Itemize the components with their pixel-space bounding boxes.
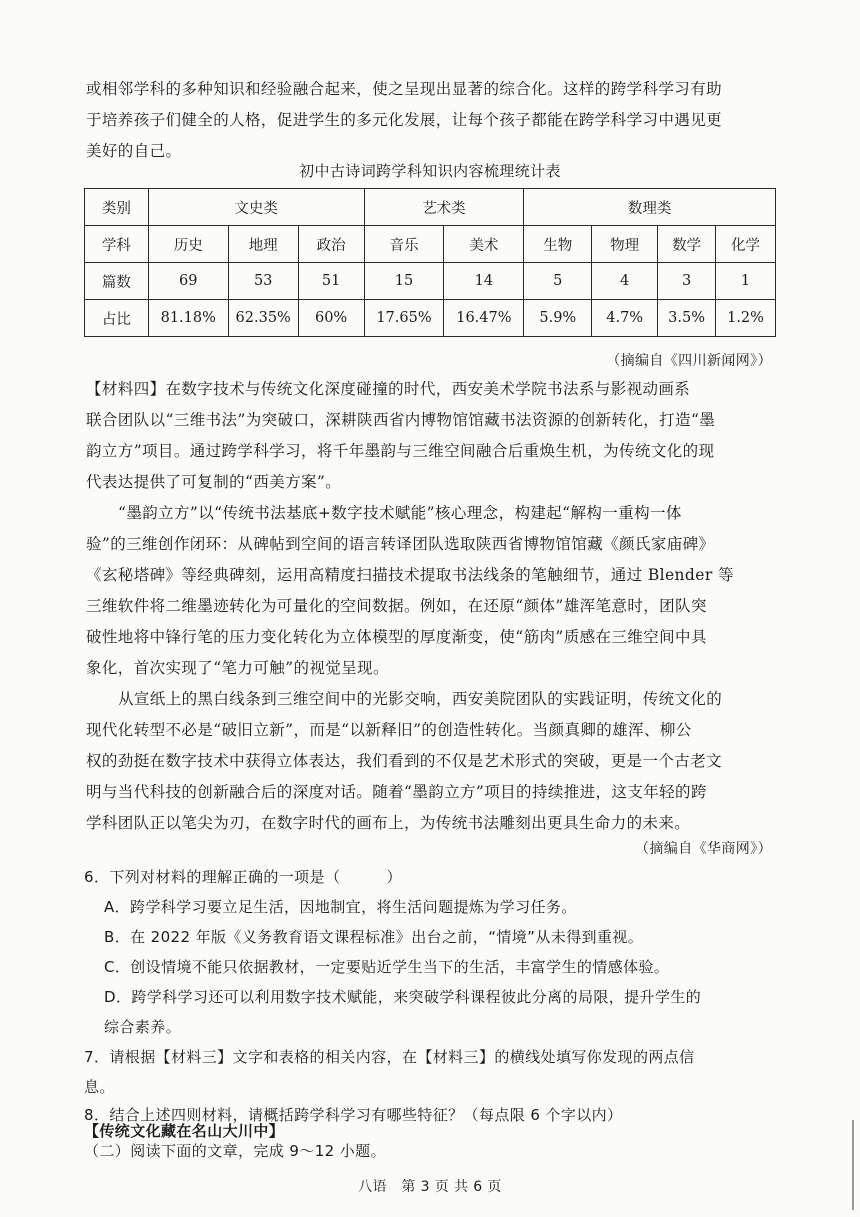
material4-p3-line-4: 明与当代科技的创新融合后的深度对话。随着“墨韵立方”项目的持续推进，这支年轻的跨 — [86, 783, 707, 801]
row-label-ratio: 占比 — [85, 300, 149, 337]
table-source: （摘编自《四川新闻网》） — [606, 353, 772, 369]
subject-cell: 地理 — [228, 226, 298, 263]
material4-p2-line-3: 《玄秘塔碑》等经典碑刻，运用高精度扫描技术提取书法线条的笔触细节，通过 Blender 等 — [86, 566, 734, 584]
row-label-subject: 学科 — [85, 226, 149, 263]
ratio-cell: 60% — [298, 300, 364, 337]
material4-p1-line-2: 联合团队以“三维书法”为突破口，深耕陕西省内博物馆馆藏书法资源的创新转化，打造“墨 — [86, 411, 716, 429]
section-2-instruction: （二）阅读下面的文章，完成 9～12 小题。 — [84, 1142, 386, 1160]
table-row-ratio — [85, 300, 776, 337]
material4-p3-line-1: 从宣纸上的黑白线条到三维空间中的光影交响，西安美院团队的实践证明，传统文化的 — [118, 690, 723, 708]
category-cell-literature-history: 文史类 — [148, 189, 364, 226]
question-6-option-d-cont: 综合素养。 — [104, 1018, 182, 1036]
question-6-option-c: C．创设情境不能只依据教材，一定要贴近学生当下的生活，丰富学生的情感体验。 — [104, 958, 670, 976]
intro-line-2: 于培养孩子们健全的人格，促进学生的多元化发展，让每个孩子都能在跨学科学习中遇见更 — [86, 111, 723, 129]
question-7-line-1: 7．请根据【材料三】文字和表格的相关内容，在【材料三】的横线处填写你发现的两点信 — [84, 1048, 695, 1066]
material4-p2-line-2: 验”的三维创作闭环：从碑帖到空间的语言转译团队选取陕西省博物馆馆藏《颜氏家庙碑》 — [86, 535, 715, 553]
material4-p2-line-4: 三维软件将二维墨迹转化为可量化的空间数据。例如，在还原“颜体”雄浑笔意时，团队突 — [86, 597, 707, 615]
subject-cell: 数学 — [658, 226, 716, 263]
question-6-option-a: A．跨学科学习要立足生活，因地制宜，将生活问题提炼为学习任务。 — [104, 898, 577, 916]
count-cell: 51 — [298, 263, 364, 300]
page-footer: 八语 第 3 页 共 6 页 — [358, 1179, 502, 1195]
material4-source: （摘编自《华商网》） — [635, 841, 772, 857]
scan-edge-line — [852, 1120, 854, 1210]
row-label-count: 篇数 — [85, 263, 149, 300]
subject-cell: 政治 — [298, 226, 364, 263]
table-row-count — [85, 263, 776, 300]
question-6-option-b: B．在 2022 年版《义务教育语文课程标准》出台之前，“情境”从未得到重视。 — [104, 928, 644, 946]
count-cell: 3 — [658, 263, 716, 300]
subject-cell: 历史 — [148, 226, 228, 263]
material4-p3-line-2: 现代化转型不必是“破旧立新”，而是“以新释旧”的创造性转化。当颜真卿的雄浑、柳公 — [86, 721, 692, 739]
count-cell: 69 — [148, 263, 228, 300]
ratio-cell: 4.7% — [592, 300, 658, 337]
material4-p3-line-3: 权的劲挺在数字技术中获得立体表达，我们看到的不仅是艺术形式的突破，更是一个古老文 — [86, 752, 723, 770]
question-6-stem: 6．下列对材料的理解正确的一项是（ ） — [84, 868, 402, 886]
intro-line-1: 或相邻学科的多种知识和经验融合起来，使之呈现出显著的综合化。这样的跨学科学习有助 — [86, 80, 723, 98]
table-caption: 初中古诗词跨学科知识内容梳理统计表 — [299, 162, 561, 180]
ratio-cell: 3.5% — [658, 300, 716, 337]
subject-cell: 化学 — [716, 226, 776, 263]
ratio-cell: 16.47% — [444, 300, 524, 337]
question-6-option-d: D．跨学科学习还可以利用数字技术赋能，来突破学科课程彼此分离的局限，提升学生的 — [104, 988, 702, 1006]
ratio-cell: 81.18% — [148, 300, 228, 337]
ratio-cell: 62.35% — [228, 300, 298, 337]
material4-p1-line-4: 代表达提供了可复制的“西美方案”。 — [86, 473, 342, 491]
intro-line-3: 美好的自己。 — [86, 142, 182, 160]
table-row-category — [85, 189, 776, 226]
question-7-line-2: 息。 — [84, 1078, 115, 1096]
row-label-category: 类别 — [85, 189, 149, 226]
count-cell: 5 — [524, 263, 592, 300]
count-cell: 15 — [364, 263, 444, 300]
count-cell: 1 — [716, 263, 776, 300]
ratio-cell: 17.65% — [364, 300, 444, 337]
count-cell: 14 — [444, 263, 524, 300]
ratio-cell: 1.2% — [716, 300, 776, 337]
count-cell: 4 — [592, 263, 658, 300]
section-heading: 【传统文化藏在名山大川中】 — [84, 1122, 285, 1140]
subject-cell: 物理 — [592, 226, 658, 263]
category-cell-art: 艺术类 — [364, 189, 524, 226]
material4-p1-line-1: 【材料四】在数字技术与传统文化深度碰撞的时代，西安美术学院书法系与影视动画系 — [86, 380, 691, 398]
question-8: 8．结合上述四则材料，请概括跨学科学习有哪些特征？（每点限 6 个字以内） — [84, 1106, 623, 1124]
ratio-cell: 5.9% — [524, 300, 592, 337]
material4-p2-line-1: “墨韵立方”以“传统书法基底+数字技术赋能”核心理念，构建起“解构一重构一体 — [118, 504, 682, 522]
material4-p3-line-5: 学科团队正以笔尖为刃，在数字时代的画布上，为传统书法雕刻出更具生命力的未来。 — [86, 814, 691, 832]
subject-cell: 生物 — [524, 226, 592, 263]
material4-p1-line-3: 韵立方”项目。通过跨学科学习，将千年墨韵与三维空间融合后重焕生机，为传统文化的现 — [86, 442, 715, 460]
material4-p2-line-6: 象化，首次实现了“笔力可触”的视觉呈现。 — [86, 659, 389, 677]
material4-p2-line-5: 破性地将中锋行笔的压力变化转化为立体模型的厚度渐变，使“筋肉”质感在三维空间中具 — [86, 628, 707, 646]
statistics-table — [84, 188, 776, 337]
count-cell: 53 — [228, 263, 298, 300]
subject-cell: 音乐 — [364, 226, 444, 263]
subject-cell: 美术 — [444, 226, 524, 263]
category-cell-science: 数理类 — [524, 189, 776, 226]
table-row-subject — [85, 226, 776, 263]
